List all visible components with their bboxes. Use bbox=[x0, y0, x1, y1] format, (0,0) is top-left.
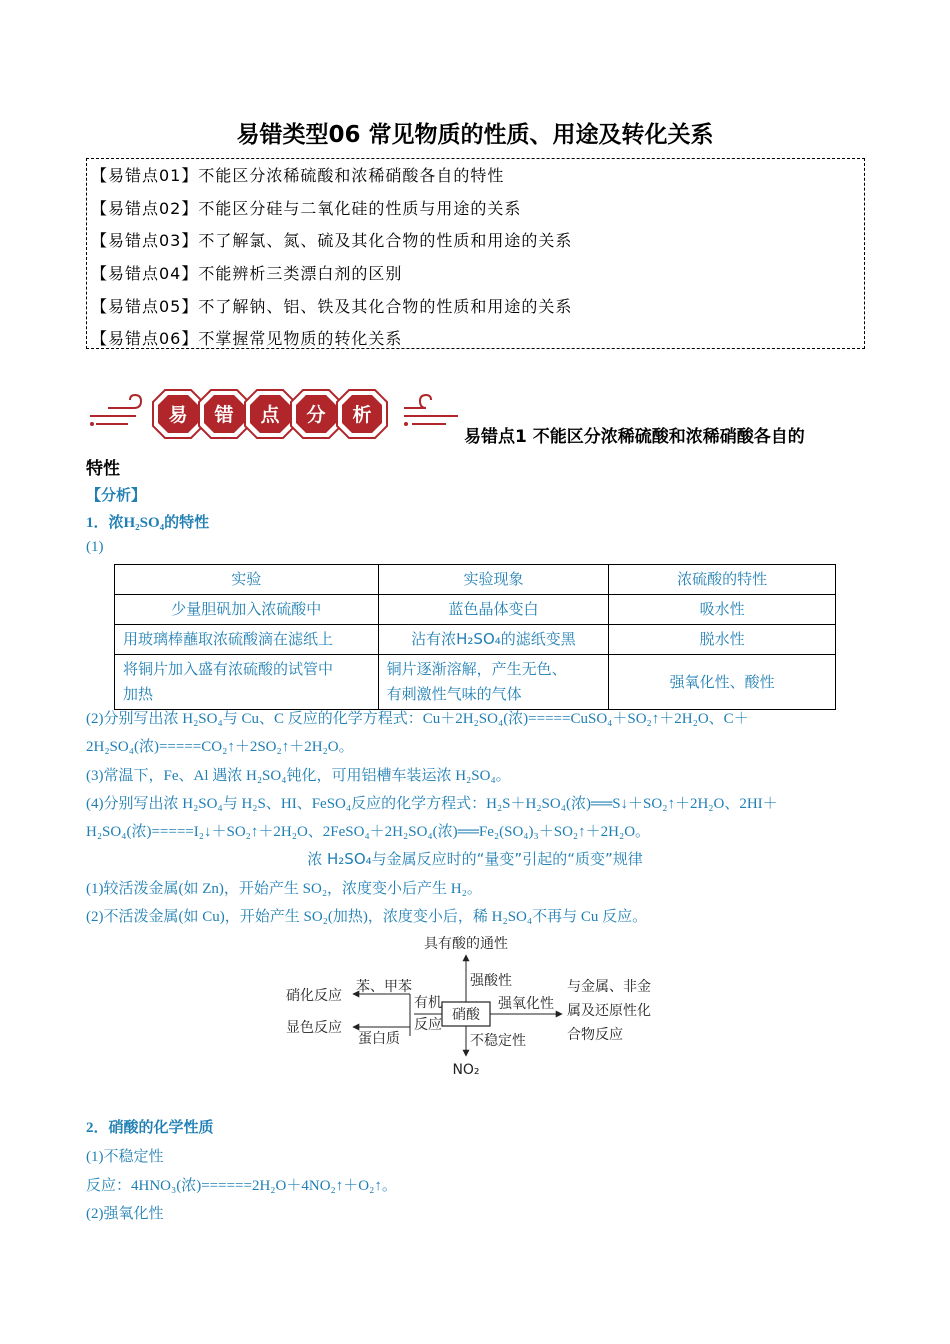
table-header-cell: 实验 bbox=[115, 565, 379, 595]
paragraph: (2)强氧化性 bbox=[86, 1206, 164, 1222]
toc-item: 【易错点02】不能区分硅与二氧化硅的性质与用途的关系 bbox=[91, 198, 522, 218]
left-ornament-icon bbox=[90, 395, 141, 424]
table-cell: 沾有浓H₂SO₄的滤纸变黑 bbox=[378, 625, 609, 655]
paragraph: (3)常温下，Fe、Al 遇浓 H₂SO₄钝化，可用铝槽车装运浓 H₂SO₄。 bbox=[86, 768, 511, 784]
toc-box bbox=[86, 158, 865, 349]
table-cell: 铜片逐渐溶解，产生无色、 有刺激性气味的气体 bbox=[378, 655, 609, 710]
section-heading: 易错点1 不能区分浓稀硫酸和浓稀硝酸各自的 bbox=[464, 427, 805, 447]
table-cell: 用玻璃棒蘸取浓硫酸滴在滤纸上 bbox=[115, 625, 379, 655]
banner-char: 错 bbox=[214, 404, 234, 426]
edge-label: 强氧化性 bbox=[498, 996, 554, 1012]
table-cell: 强氧化性、酸性 bbox=[609, 655, 836, 710]
paragraph: 2H₂SO₄(浓)=====CO₂↑＋2SO₂↑＋2H₂O。 bbox=[86, 739, 354, 755]
bottom-label: NO₂ bbox=[452, 1062, 480, 1078]
table-cell: 蓝色晶体变白 bbox=[378, 595, 609, 625]
page-title: 易错类型06 常见物质的性质、用途及转化关系 bbox=[236, 122, 714, 148]
experiment-table bbox=[114, 564, 836, 710]
table-cell: 少量胆矾加入浓硫酸中 bbox=[115, 595, 379, 625]
edge-label: 不稳定性 bbox=[470, 1033, 526, 1049]
table-header-cell: 实验现象 bbox=[378, 565, 609, 595]
right-label: 合物反应 bbox=[567, 1027, 623, 1043]
section-heading-cont: 特性 bbox=[86, 459, 120, 479]
paragraph: (4)分别写出浓 H₂SO₄与 H₂S、HI、FeSO₄反应的化学方程式：H₂S＋H₂SO₄(浓)══S↓＋SO₂↑＋2H₂O、2HI＋ bbox=[86, 796, 778, 812]
toc-item: 【易错点06】不掌握常见物质的转化关系 bbox=[91, 329, 403, 349]
left-label: 显色反应 bbox=[286, 1020, 342, 1036]
paragraph: 反应：4HNO₃(浓)======2H₂O＋4NO₂↑＋O₂↑。 bbox=[86, 1178, 397, 1194]
subheading: 1．浓H₂SO₄的特性 bbox=[86, 515, 210, 531]
top-label: 具有酸的通性 bbox=[424, 936, 508, 952]
toc-item: 【易错点03】不了解氯、氮、硫及其化合物的性质和用途的关系 bbox=[91, 231, 573, 251]
center-label: 硝酸 bbox=[452, 1007, 480, 1023]
toc-item: 【易错点04】不能辨析三类漂白剂的区别 bbox=[91, 264, 403, 284]
table-cell: 脱水性 bbox=[609, 625, 836, 655]
edge-label: 蛋白质 bbox=[358, 1031, 400, 1047]
banner-char: 分 bbox=[306, 404, 326, 426]
banner-char: 析 bbox=[352, 404, 372, 426]
banner-char: 易 bbox=[168, 404, 188, 426]
paragraph: H₂SO₄(浓)=====I₂↓＋SO₂↑＋2H₂O、2FeSO₄＋2H₂SO₄(浓)══Fe₂(SO₄)₃＋SO₂↑＋2H₂O。 bbox=[86, 824, 651, 840]
edge-label: 反应 bbox=[414, 1017, 442, 1033]
paragraph: (1)不稳定性 bbox=[86, 1149, 164, 1165]
table-cell: 将铜片加入盛有浓硫酸的试管中 加热 bbox=[115, 655, 379, 710]
table-row bbox=[115, 625, 836, 655]
rule-heading: 浓 H₂SO₄与金属反应时的“量变”引起的“质变”规律 bbox=[307, 850, 643, 868]
banner-char: 点 bbox=[260, 404, 280, 426]
paragraph: (1)较活泼金属(如 Zn)，开始产生 SO₂，浓度变小后产生 H₂。 bbox=[86, 881, 482, 897]
table-row bbox=[115, 595, 836, 625]
table-header-cell: 浓硫酸的特性 bbox=[609, 565, 836, 595]
left-label: 硝化反应 bbox=[286, 988, 342, 1004]
edge-label: 苯、甲苯 bbox=[356, 979, 412, 995]
right-label: 属及还原性化 bbox=[567, 1003, 651, 1019]
table-header-row bbox=[115, 565, 836, 595]
section-banner bbox=[86, 386, 461, 442]
edge-label: 强酸性 bbox=[470, 973, 512, 989]
paragraph: (2)不活泼金属(如 Cu)，开始产生 SO₂(加热)，浓度变小后，稀 H₂SO₄不再与 Cu 反应。 bbox=[86, 909, 648, 925]
nitric-acid-diagram bbox=[280, 928, 680, 1084]
right-ornament-icon bbox=[404, 395, 458, 424]
toc-item: 【易错点05】不了解钠、铝、铁及其化合物的性质和用途的关系 bbox=[91, 296, 573, 316]
paragraph: (2)分别写出浓 H₂SO₄与 Cu、C 反应的化学方程式：Cu＋2H₂SO₄(浓)=====CuSO₄＋SO₂↑＋2H₂O、C＋ bbox=[86, 711, 749, 727]
table-row bbox=[115, 655, 836, 710]
edge-label: 有机 bbox=[414, 995, 442, 1011]
analysis-label: 【分析】 bbox=[86, 488, 147, 504]
toc-item: 【易错点01】不能区分浓稀硫酸和浓稀硝酸各自的特性 bbox=[91, 166, 505, 185]
right-label: 与金属、非金 bbox=[567, 979, 651, 995]
subheading: 2．硝酸的化学性质 bbox=[86, 1120, 214, 1136]
paragraph: (1) bbox=[86, 539, 104, 555]
table-cell: 吸水性 bbox=[609, 595, 836, 625]
